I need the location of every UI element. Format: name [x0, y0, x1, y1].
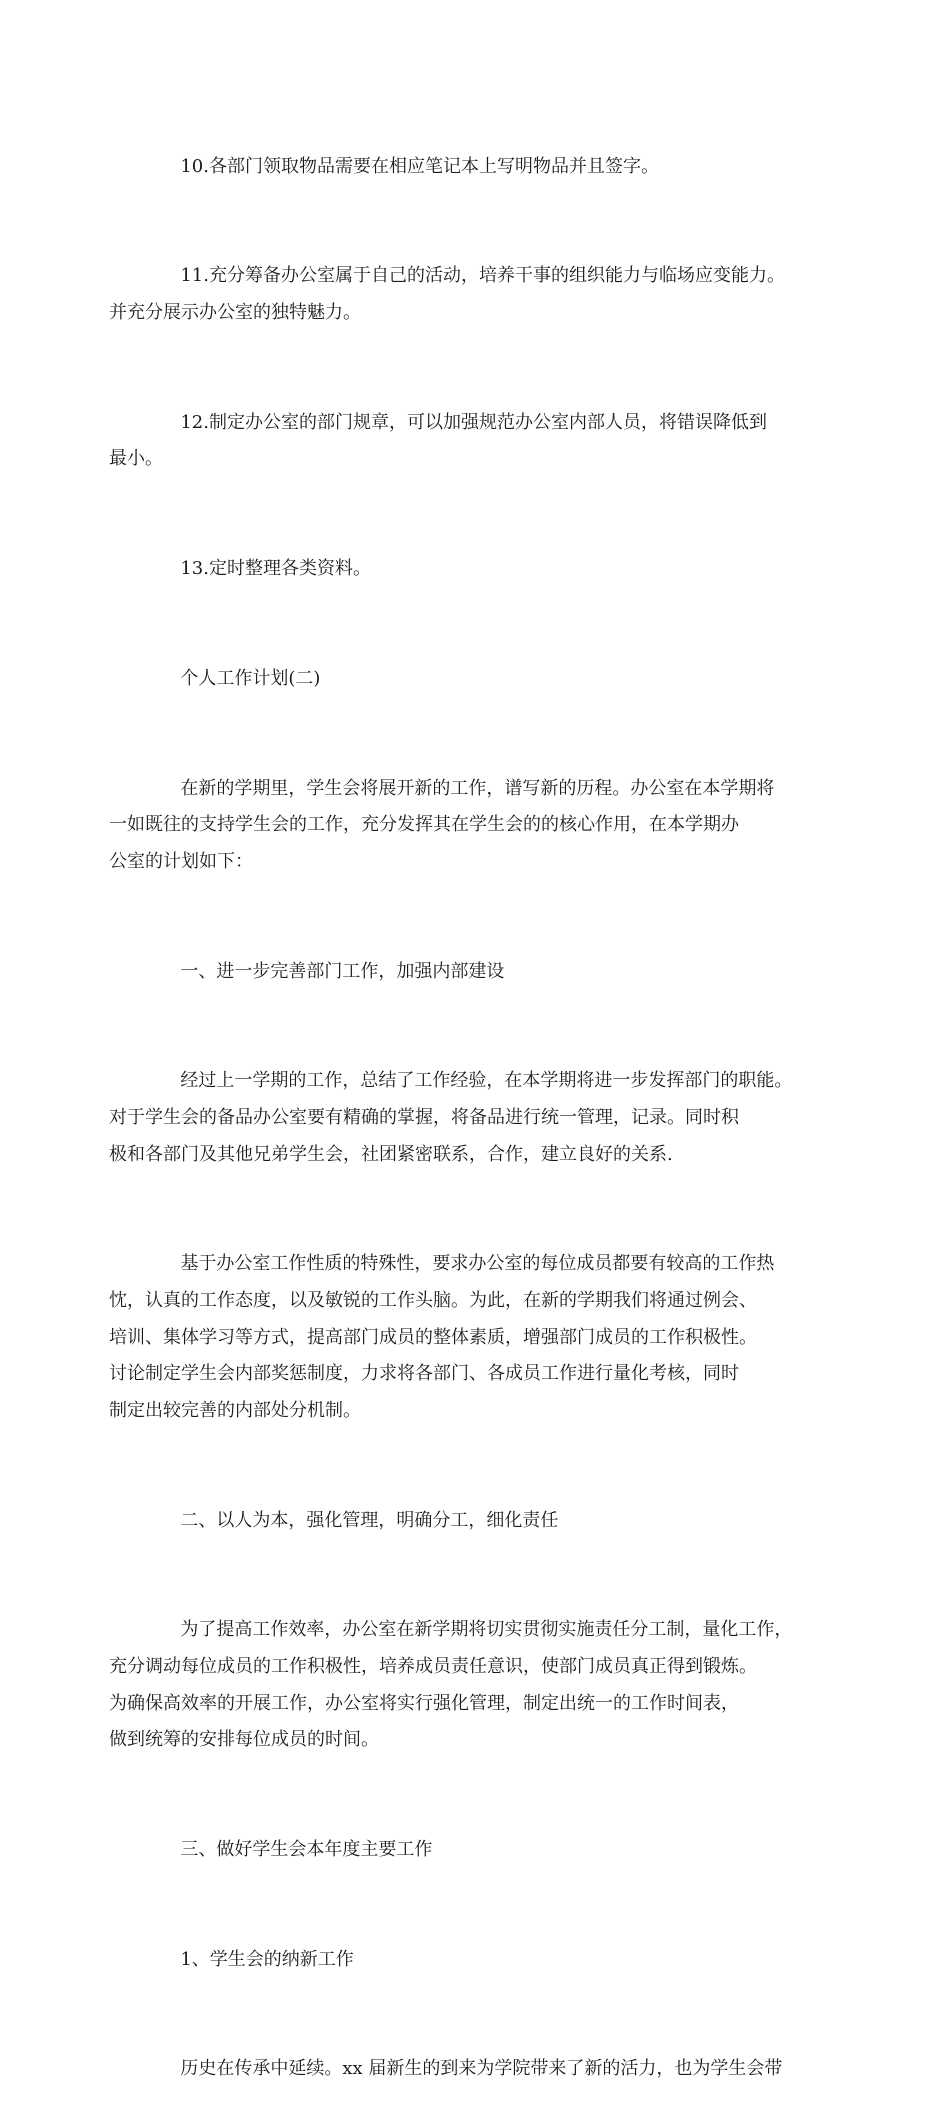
paragraph-1b: [109, 1210, 816, 1466]
subheading-3-1: [146, 1905, 816, 2015]
text-line: 做到统筹的安排每位成员的时间。: [109, 1729, 379, 1751]
text-line: 为了提高工作效率，办公室在新学期将切实贯彻实施责任分工制，量化工作，: [180, 1619, 793, 1641]
text-line: 一如既往的支持学生会的工作，充分发挥其在学生会的的核心作用，在本学期办: [109, 814, 739, 836]
heading-3: [146, 1795, 816, 1905]
text-line: 11.充分筹备办公室属于自己的活动，培养干事的组织能力与临场应变能力。: [180, 265, 785, 287]
text-line: 12.制定办公室的部门规章，可以加强规范办公室内部人员，将错误降低到: [180, 411, 767, 433]
text-line: 充分调动每位成员的工作积极性，培养成员责任意识，使部门成员真正得到锻炼。: [109, 1655, 757, 1677]
list-item-11: [109, 222, 816, 368]
intro-paragraph: [109, 734, 816, 917]
text-line: 一、进一步完善部门工作，加强内部建设: [180, 960, 505, 982]
text-line: 最小。: [109, 448, 163, 470]
list-item-10: [146, 112, 816, 222]
section-title: [146, 624, 816, 734]
text-line: 二、以人为本，强化管理，明确分工，细化责任: [180, 1509, 559, 1531]
heading-2: [146, 1466, 816, 1576]
text-line: 培训、集体学习等方式，提高部门成员的整体素质，增强部门成员的工作积极性。: [109, 1326, 757, 1348]
text-line: 对于学生会的备品办公室要有精确的掌握，将备品进行统一管理，记录。同时积: [109, 1107, 739, 1129]
text-line: 公室的计划如下：: [109, 850, 253, 872]
text-line: 为确保高效率的开展工作，办公室将实行强化管理，制定出统一的工作时间表，: [109, 1692, 739, 1714]
list-item-13: [146, 515, 816, 625]
text-line: 个人工作计划(二): [180, 667, 321, 689]
text-line: 讨论制定学生会内部奖惩制度，力求将各部门、各成员工作进行量化考核，同时: [109, 1363, 739, 1385]
text-line: 忱，认真的工作态度，以及敏锐的工作头脑。为此，在新的学期我们将通过例会、: [109, 1290, 757, 1311]
heading-1: [146, 917, 816, 1027]
text-line: 1、学生会的纳新工作: [180, 1948, 354, 1970]
text-line: 历史在传承中延续。xx 届新生的到来为学院带来了新的活力，也为学生会带: [180, 2058, 783, 2080]
text-line: 三、做好学生会本年度主要工作: [180, 1838, 433, 1860]
text-line: 13.定时整理各类资料。: [180, 558, 371, 580]
text-line: 制定出较完善的内部处分机制。: [109, 1399, 361, 1421]
paragraph-2: [109, 1576, 816, 1796]
text-line: 经过上一学期的工作，总结了工作经验，在本学期将进一步发挥部门的职能。: [180, 1070, 793, 1092]
document-body: [109, 112, 816, 2125]
text-line: 并充分展示办公室的独特魅力。: [109, 301, 361, 323]
paragraph-3-1: [146, 2015, 816, 2125]
text-line: 10.各部门领取物品需要在相应笔记本上写明物品并且签字。: [180, 155, 659, 177]
text-line: 基于办公室工作性质的特殊性，要求办公室的每位成员都要有较高的工作热: [180, 1253, 775, 1275]
paragraph-1a: [109, 1027, 816, 1210]
text-line: 在新的学期里，学生会将展开新的工作，谱写新的历程。办公室在本学期将: [180, 777, 775, 799]
text-line: 极和各部门及其他兄弟学生会，社团紧密联系，合作，建立良好的关系.: [109, 1143, 673, 1165]
list-item-12: [109, 368, 816, 514]
